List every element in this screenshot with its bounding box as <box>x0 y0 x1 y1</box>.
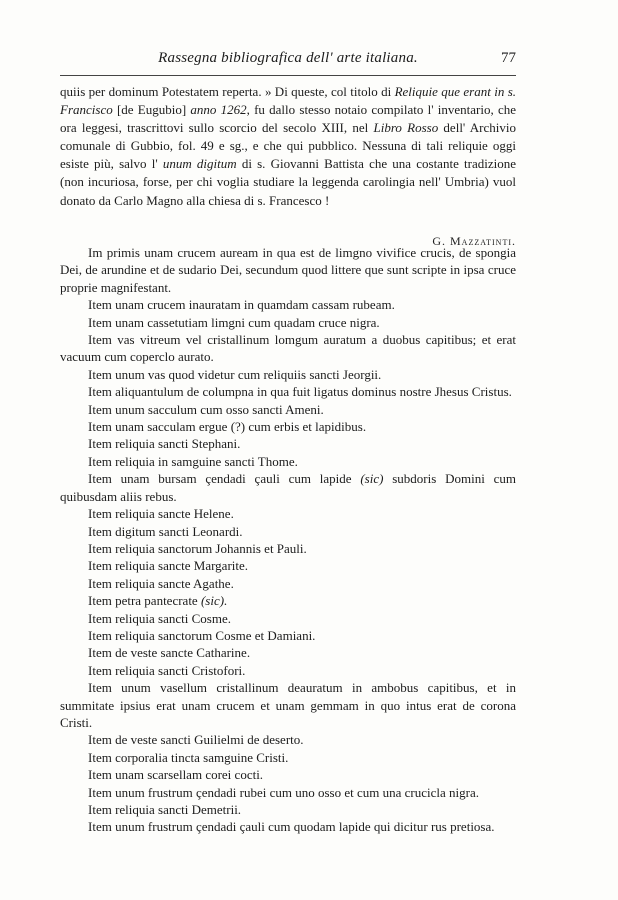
inventory-entry: Item reliquia sancte Helene. <box>88 506 234 522</box>
inventory-entry: Item reliquia sancti Cosme. <box>88 610 231 626</box>
inventory-entry: Im primis unam crucem auream in qua est de limgno vivifice crucis, de spongia Dei, de arundine et de sudario Dei, secundum quod littere que sunt scripte in ipsa cruce proprie magnifestant. <box>60 245 516 295</box>
intro-italic-year: anno 1262 <box>190 102 247 118</box>
inventory-entry: Item unam sacculam ergue (?) cum erbis et lapidibus. <box>88 419 367 435</box>
inventory-entry: Item vas vitreum vel cristallinum lomgum auratum a duobus capitibus; et erat vacuum cum coperclo aurato. <box>60 332 516 365</box>
intro-text <box>60 83 516 210</box>
inventory-entry: Item unam cassetutiam limgni cum quadam cruce nigra. <box>88 314 380 330</box>
inventory-entry: Item unum frustrum çendadi çauli cum quodam lapide qui dicitur rus pretiosa. <box>88 819 495 835</box>
inventory-entry: Item digitum sancti Leonardi. <box>88 523 243 539</box>
inventory-entry <box>60 592 516 609</box>
inventory-entry <box>60 470 516 505</box>
inventory-entry: Item reliquia sanctorum Johannis et Pauli. <box>88 540 307 556</box>
inventory-entry: Item reliquia sancte Margarite. <box>88 558 249 574</box>
inventory-entry: Item de veste sancti Guilielmi de deserto. <box>88 732 304 748</box>
inventory-entry: Item aliquantulum de columpna in qua fuit ligatus dominus nostre Jhesus Cristus. <box>88 384 512 400</box>
inventory-entry: Item unum frustrum çendadi rubei cum uno osso et cum una crucicla nigra. <box>88 784 479 800</box>
page-header <box>60 50 516 72</box>
inventory-entry: Item unum sacculum cum osso sancti Ameni. <box>88 401 324 417</box>
inventory-entry: Item reliquia sanctorum Cosme et Damiani. <box>88 627 316 643</box>
intro-italic-title: Reliquie que erant in s. Francisco <box>60 84 517 118</box>
sic-note: (sic). <box>200 593 228 609</box>
intro-text-part: di s. Giovanni Battista che una costante tradizione (non incuriosa, forse, per chi voglia studiare la leggenda carolingia nell' Umbria) vuol donato da Carlo Magno alla chiesa di s. Francesco ! <box>60 156 516 208</box>
inventory-list <box>60 244 516 836</box>
entry-text-part: Item unam bursam çendadi çauli cum lapide <box>88 471 361 487</box>
inventory-entry: Item reliquia sancti Demetrii. <box>88 802 242 817</box>
inventory-entry: Item unam crucem inauratam in quamdam cassam rubeam. <box>88 297 395 313</box>
intro-text-part: , fu dallo stesso notaio compilato l' inventario, che ora leggesi, trascrittovi sullo scorcio del secolo XIII, nel <box>60 102 517 136</box>
intro-text-part: quiis per dominum Potestatem reperta. » Di queste, col titolo di <box>60 84 395 99</box>
intro-italic-book: Libro Rosso <box>373 120 439 136</box>
intro-italic-relic: unum digitum <box>162 156 237 172</box>
inventory-entry: Item reliquia in samguine sancti Thome. <box>88 453 298 469</box>
inventory-entry: Item reliquia sancti Stephani. <box>88 436 241 452</box>
intro-paragraph <box>60 83 516 210</box>
sic-note: (sic) <box>360 471 384 487</box>
inventory-entry: Item reliquia sancti Cristofori. <box>88 662 246 678</box>
running-title: Rassegna bibliografica dell' arte italiana. <box>158 50 418 66</box>
intro-text-part: [de Eugubio] <box>112 102 191 118</box>
inventory-entry: Item unam scarsellam corei cocti. <box>88 767 264 783</box>
inventory-entry: Item unum vas quod videtur cum reliquiis sancti Jeorgii. <box>88 366 382 382</box>
page-number: 77 <box>501 50 516 66</box>
inventory-entry: Item unum vasellum cristallinum deauratum in ambobus capitibus, et in summitate ipsius erat unam crucem et unam gemmam in quo intus erat de corona Cristi. <box>60 680 516 730</box>
header-rule <box>60 75 516 76</box>
intro-text-part: dell' Archivio comunale di Gubbio, fol. 49 e sg., e che qui pubblico. Nessuna di tali reliquie oggi esiste più, salvo l' <box>60 120 516 172</box>
entry-text-part: subdoris Domini cum quibusdam aliis rebus. <box>60 471 516 504</box>
entry-text-part: Item petra pantecrate <box>88 593 201 609</box>
inventory-entry: Item reliquia sancte Agathe. <box>88 575 234 591</box>
inventory-entry: Item corporalia tincta samguine Cristi. <box>88 749 289 765</box>
inventory-entry: Item de veste sancte Catharine. <box>88 645 251 661</box>
author-signature: G. Mazzatinti. <box>432 234 516 248</box>
